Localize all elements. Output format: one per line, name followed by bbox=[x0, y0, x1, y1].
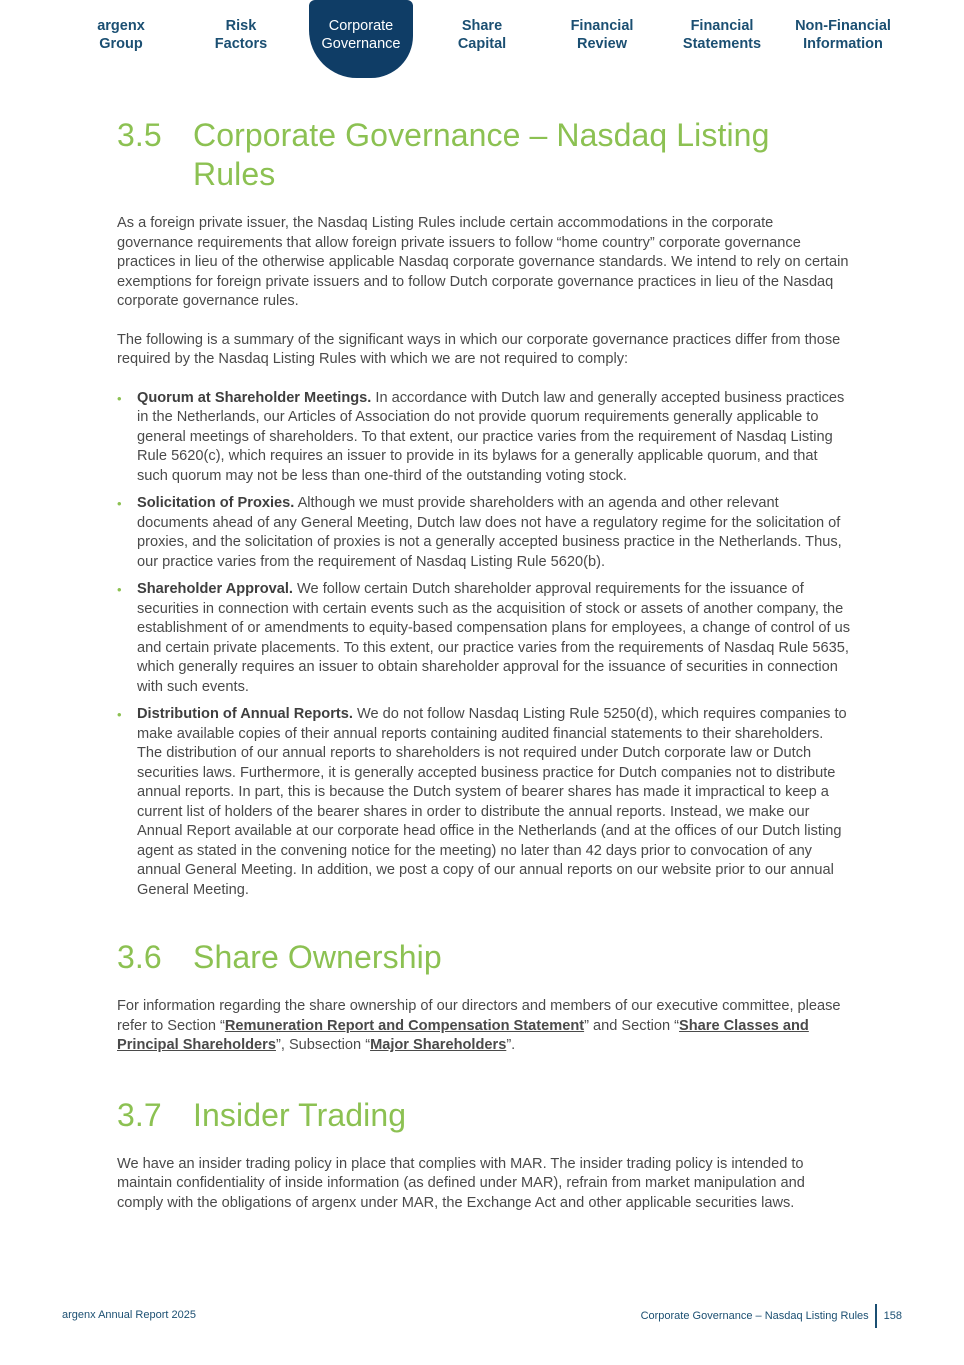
footer-page-info bbox=[641, 1304, 902, 1328]
list-item-text: We do not follow Nasdaq Listing Rule 5250(d), which requires companies to make available copies of their annual reports containing audited financial statements to their shareholders. The distribution of our annual reports to shareholders is not required under Dutch corporate law or Dutch securities laws. Furthermore, it is generally accepted business practice for Dutch companies not to distribute annual reports. In part, this is because the Dutch system of bearer shares has made it impractical to keep a current list of holders of the bearer shares in order to distribute the annual reports. Instead, we make our Annual Report available at our corporate head office in the Netherlands (and at the offices of our Dutch listing agent as stated in the convening notice for the meeting) no later than 42 days prior to convocation of any annual General Meeting. In addition, we post a copy of our annual reports on our website prior to our annual General Meeting. bbox=[137, 706, 847, 898]
section-title: Corporate Governance – Nasdaq Listing Rules bbox=[193, 117, 770, 192]
paragraph: We have an insider trading policy in place that complies with MAR. The insider trading policy is intended to maintain confidentiality of inside information (as defined under MAR), refrain from market manipulation and comply with the obligations of argenx under MAR, the Exchange Act and other applicable securities laws. bbox=[117, 1155, 805, 1211]
section-title: Insider Trading bbox=[193, 1096, 407, 1133]
section-heading-3-6 bbox=[117, 938, 852, 977]
text-run: ”. bbox=[506, 1037, 516, 1053]
bullet-icon: • bbox=[117, 390, 122, 406]
nav-tab-line2: Governance bbox=[321, 36, 401, 52]
nav-tab-financial-statements[interactable] bbox=[662, 17, 782, 53]
link-major-shareholders[interactable]: Major Shareholders bbox=[370, 1037, 507, 1053]
list-item-lead: Solicitation of Proxies. bbox=[137, 495, 295, 511]
bullet-icon: • bbox=[117, 707, 122, 722]
list-item-lead: Distribution of Annual Reports. bbox=[137, 706, 353, 722]
footer-divider bbox=[875, 1304, 877, 1328]
nav-tab-argenx-group[interactable] bbox=[61, 17, 181, 53]
text-run: ” and Section “ bbox=[584, 1017, 680, 1034]
list-item-lead: Quorum at Shareholder Meetings. bbox=[137, 389, 372, 406]
list-item-text: We follow certain Dutch shareholder approval requirements for the issuance of securities in connection with certain events such as the acquisition of stock or assets of another company, the establishment of or amendments to equity-based compensation plans for employees, a change of control of us and certain private placements. To this extent, our practice varies from the requirements of Nasdaq Rule 5635, which generally requires an issuer to obtain shareholder approval for the issuance of securities in connection with such events. bbox=[137, 581, 851, 695]
text-run: For information regarding the share ownership of our directors and members of our executive committee, please refer to Section “ bbox=[117, 998, 841, 1034]
nav-tab-financial-review[interactable] bbox=[542, 17, 662, 53]
nav-tab-line2: Capital bbox=[457, 36, 507, 52]
footer-report-title: argenx Annual Report 2025 bbox=[62, 1309, 196, 1321]
nav-tab-line2: Group bbox=[99, 36, 143, 52]
list-item-text: In accordance with Dutch law and generally accepted business practices in the Netherlands, our Articles of Association do not provide quorum requirements generally applicable to general meetings of shareholders. To that extent, our practice varies from the requirement of Nasdaq Listing Rule 5620(c), which requires an issuer to provide in its bylaws for a generally applicable quorum, and that such quorum may not be less than one-third of the outstanding voting stock. bbox=[137, 389, 845, 484]
nav-tab-line1: Share bbox=[461, 18, 503, 34]
section-heading-3-5 bbox=[117, 116, 852, 194]
share-ownership-paragraph bbox=[117, 997, 852, 1056]
nav-tab-line1: Financial bbox=[570, 18, 634, 34]
section-number: 3.7 bbox=[117, 1096, 162, 1133]
section-title: Share Ownership bbox=[193, 939, 442, 975]
nav-tab-risk-factors[interactable] bbox=[181, 17, 301, 53]
footer-section-title: Corporate Governance – Nasdaq Listing Rules bbox=[640, 1310, 869, 1322]
nav-tab-line2: Information bbox=[803, 36, 883, 52]
page-number: 158 bbox=[883, 1310, 902, 1322]
text-run: ”, Subsection “ bbox=[275, 1037, 371, 1053]
top-navigation bbox=[0, 0, 964, 80]
section-number: 3.5 bbox=[117, 117, 162, 153]
nav-tab-line1: Non-Financial bbox=[795, 18, 891, 34]
bullet-icon: • bbox=[117, 582, 122, 597]
list-item-text: Although we must provide shareholders with an agenda and other relevant documents ahead of any General Meeting, Dutch law does not have a regulatory regime for the solicitation of proxies, and the solicitation of proxies is not a generally accepted business practice in the Netherlands. Thus, our practice varies from the requirement of Nasdaq Listing Rule 5620(b). bbox=[137, 495, 842, 570]
nav-tab-line1: Financial bbox=[690, 18, 754, 34]
nav-tab-line1: Corporate bbox=[328, 18, 394, 34]
paragraph: As a foreign private issuer, the Nasdaq Listing Rules include certain accommodations in the corporate governance requirements that allow foreign private issuers to follow “home country” corporate governance practices in lieu of the otherwise applicable Nasdaq corporate governance standards. We intend to rely on certain exemptions for foreign private issuers and to follow Dutch corporate governance practices in lieu of the Nasdaq corporate governance rules. bbox=[117, 215, 849, 309]
nav-tab-line2: Review bbox=[577, 36, 627, 52]
list-item-lead: Shareholder Approval. bbox=[137, 581, 293, 597]
list-item bbox=[117, 580, 852, 697]
bullet-icon: • bbox=[117, 496, 122, 511]
nav-tab-line1: argenx bbox=[97, 18, 145, 34]
paragraph: The following is a summary of the significant ways in which our corporate governance practices differ from those required by the Nasdaq Listing Rules with which we are not required to comply: bbox=[117, 331, 841, 367]
nav-tab-corporate-governance[interactable] bbox=[309, 0, 413, 78]
link-share-classes[interactable]: Share Classes and Principal Shareholders bbox=[117, 1017, 809, 1053]
list-item bbox=[117, 389, 852, 487]
link-remuneration-report[interactable]: Remuneration Report and Compensation Statement bbox=[224, 1017, 585, 1034]
nav-tab-line2: Statements bbox=[682, 36, 762, 52]
section-number: 3.6 bbox=[117, 939, 162, 975]
page-content bbox=[117, 116, 852, 1213]
bullet-list bbox=[117, 389, 852, 901]
nav-tab-non-financial-information[interactable] bbox=[783, 17, 903, 53]
section-heading-3-7 bbox=[117, 1096, 852, 1135]
nav-tab-line1: Risk bbox=[225, 18, 257, 34]
list-item bbox=[117, 705, 852, 900]
nav-tab-share-capital[interactable] bbox=[422, 17, 542, 53]
nav-tab-line2: Factors bbox=[214, 36, 268, 52]
list-item bbox=[117, 494, 852, 572]
